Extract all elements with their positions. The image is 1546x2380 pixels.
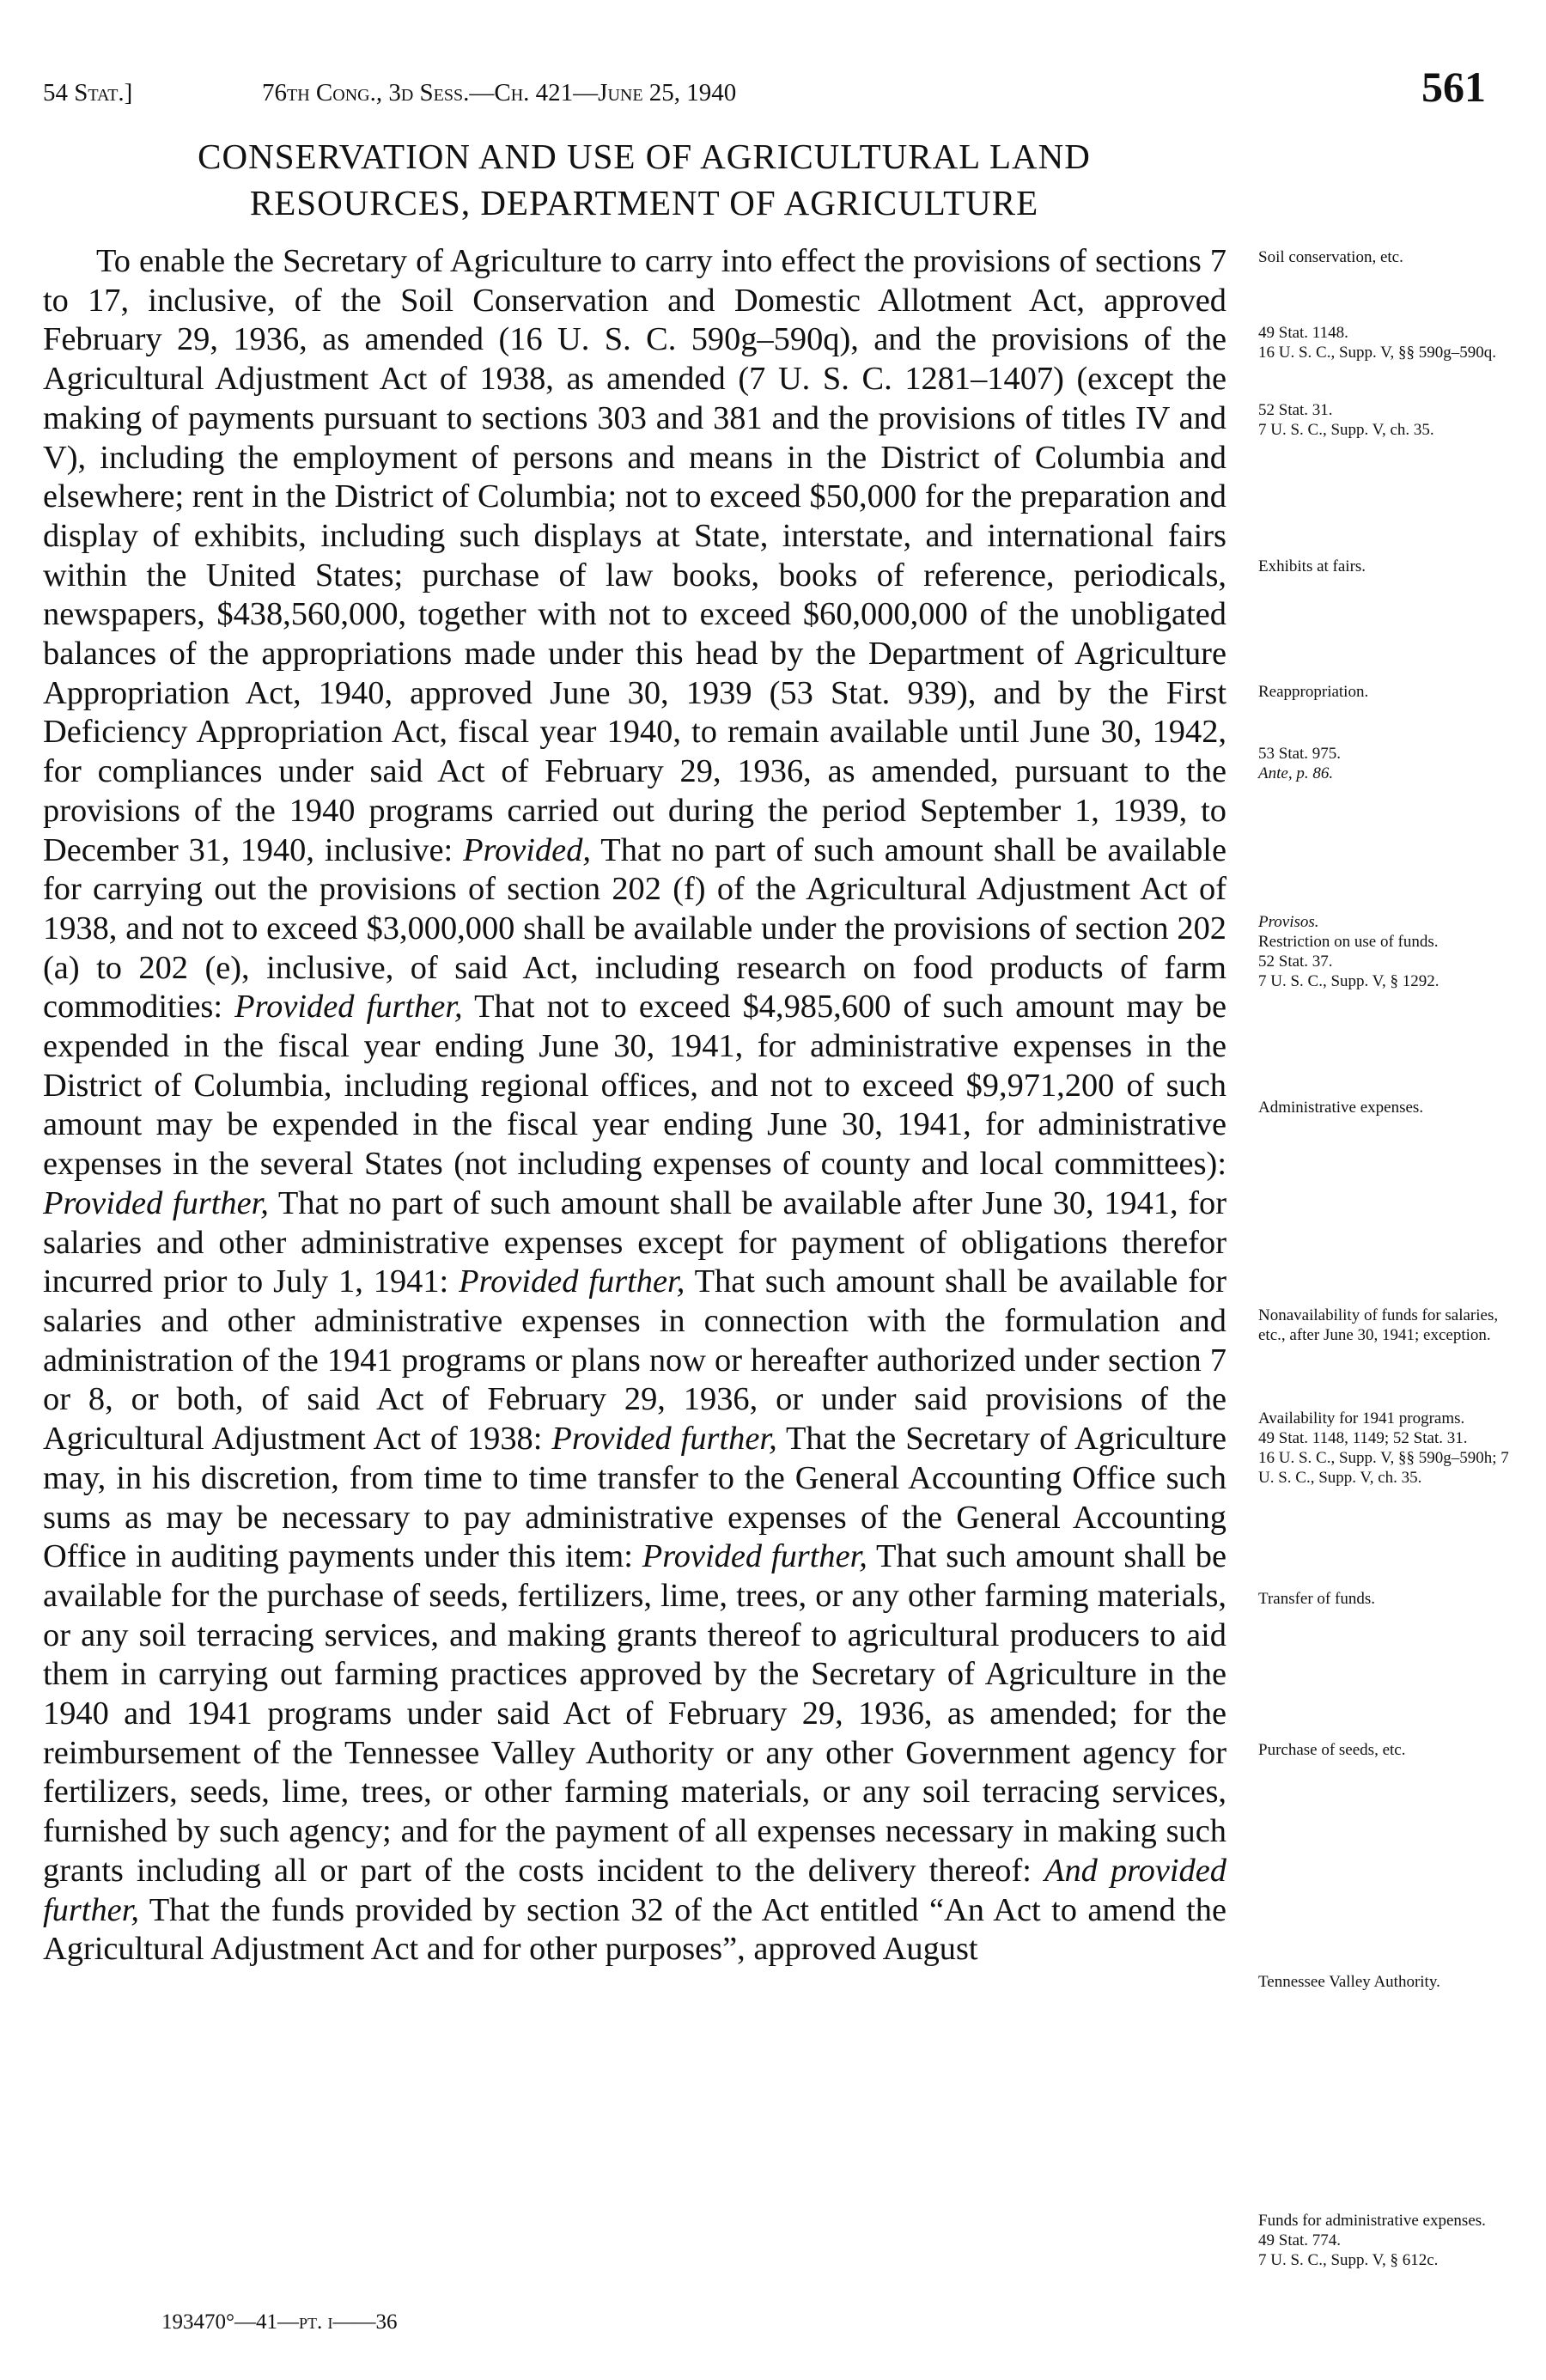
margin-note-citation-2: 52 Stat. 31. 7 U. S. C., Supp. V, ch. 35. — [1258, 401, 1434, 439]
body-paragraph — [43, 242, 1226, 1969]
text-segment-8: That the funds provided by section 32 of the Act entitled “An Act to amend the Agricultural Adjustment Act and for other purposes”, approved August — [43, 1891, 1226, 1968]
text-segment-6: That the Secretary of Agriculture may, in his discretion, from time to time transfer to the General Accounting Office such sums as may be necessary to pay administrative expenses of the General Accounting Office in auditing payments under this item: — [43, 1421, 1226, 1575]
text-segment-1: To enable the Secretary of Agriculture to carry into effect the provisions of sections 7 to 17, inclusive, of the Soil Conservation and Domestic Allotment Act, approved February 29, 1936, as amended (16 U. S. C. 590g–590q), and the provisions of the Agricultural Adjustment Act of 1938, as amended (7 U. S. C. 1281–1407) (except the making of payments pursuant to sections 303 and 381 and the provisions of titles IV and V), including the employment of persons and means in the District of Columbia and elsewhere; rent in the District of Columbia; not to exceed $50,000 for the preparation and display of exhibits, including such displays at State, interstate, and international fairs within the United States; purchase of law books, books of reference, periodicals, newspapers, $438,560,000, together with not to exceed $60,000,000 of the unobligated balances of the appropriations made under this head by the Department of Agriculture Appropriation Act, 1940, approved June 30, 1939 (53 Stat. 939), and by the First Deficiency Appropriation Act, fiscal year 1940, to remain available until June 30, 1942, for compliances under said Act of February 29, 1936, as amended, pursuant to the provisions of the 1940 programs carried out during the period September 1, 1939, to December 31, 1940, inclusive: — [43, 243, 1226, 868]
proviso-5: Provided further, — [551, 1421, 777, 1458]
proviso-6: Provided further, — [642, 1538, 867, 1575]
margin-note-soil-conservation: Soil conservation, etc. — [1258, 248, 1403, 266]
text-segment-7: That such amount shall be available for the purchase of seeds, fertilizers, lime, trees, or any other farming materials, or any soil terracing services, and making grants thereof to agricultural producers to aid them in carrying out farming practices approved by the Secretary of Agriculture in the 1940 and 1941 programs under said Act of February 29, 1936, as amended; for the reimbursement of the Tennessee Valley Authority or any other Government agency for fertilizers, seeds, lime, trees, or other farming materials, or any soil terracing services, furnished by such agency; and for the payment of all expenses necessary in making such grants including all or part of the costs incident to the delivery thereof: — [43, 1538, 1226, 1889]
proviso-1: Provided, — [463, 831, 592, 868]
margin-note-funds-admin: Funds for administrative expenses. 49 Stat. 774. 7 U. S. C., Supp. V, § 612c. — [1258, 2212, 1486, 2269]
volume-reference: 54 Stat.] — [43, 79, 133, 107]
margin-note-purchase-of-seeds: Purchase of seeds, etc. — [1258, 1741, 1406, 1759]
margin-note-availability-1941: Availability for 1941 programs. 49 Stat. 1148, 1149; 52 Stat. 31. 16 U. S. C., Supp. V, §§ 590g–590h; 7 U. S. C., Supp. V, ch. 35. — [1258, 1409, 1509, 1487]
session-line: 76th Cong., 3d Sess.—Ch. 421—June 25, 1940 — [262, 79, 737, 107]
page-number: 561 — [1421, 63, 1486, 111]
text-segment-5: That such amount shall be available for salaries and other administrative expenses in connection with the formulation and administration of the 1941 programs or plans now or hereafter authorized under section 7 or 8, or both, of said Act of February 29, 1936, or under said provisions of the Agricultural Adjustment Act of 1938: — [43, 1263, 1226, 1458]
margin-note-exhibits: Exhibits at fairs. — [1258, 557, 1366, 575]
proviso-2: Provided further, — [234, 989, 463, 1026]
margin-note-administrative-expenses: Administrative expenses. — [1258, 1099, 1424, 1117]
text-segment-4: That no part of such amount shall be available after June 30, 1941, for salaries and other administrative expenses except for payment of obligations therefor incurred prior to July 1, 1941: — [43, 1184, 1226, 1300]
print-code-footer: 193470°—41—pt. i——36 — [161, 2310, 398, 2334]
title-line-2: RESOURCES, DEPARTMENT OF AGRICULTURE — [249, 183, 1039, 222]
margin-note-reappropriation: Reappropriation. — [1258, 683, 1369, 701]
proviso-3: Provided further, — [43, 1184, 269, 1221]
section-title — [34, 133, 1254, 226]
margin-note-citation-3: 53 Stat. 975. Ante, p. 86. — [1258, 745, 1342, 782]
margin-note-transfer-of-funds: Transfer of funds. — [1258, 1590, 1375, 1608]
margin-note-citation-1: 49 Stat. 1148. 16 U. S. C., Supp. V, §§ 590g–590q. — [1258, 324, 1496, 362]
proviso-4: Provided further, — [459, 1263, 685, 1300]
proviso-7: And provided further, — [43, 1852, 1226, 1928]
margin-note-nonavailability: Nonavailability of funds for salaries, etc., after June 30, 1941; exception. — [1258, 1306, 1499, 1344]
margin-note-provisos: Provisos. Restriction on use of funds. 52 Stat. 37. 7 U. S. C., Supp. V, § 1292. — [1258, 913, 1439, 990]
text-segment-2: That no part of such amount shall be available for carrying out the provisions of section 202 (f) of the Agricultural Adjustment Act of 1938, and not to exceed $3,000,000 shall be available under the provisions of section 202 (a) to 202 (e), inclusive, of said Act, including research on food products of farm commodities: — [43, 831, 1226, 1026]
margin-note-tva: Tennessee Valley Authority. — [1258, 1973, 1440, 1991]
text-segment-3: That not to exceed $4,985,600 of such amount may be expended in the fiscal year ending June 30, 1941, for administrative expenses in the District of Columbia, including regional offices, and not to exceed $9,971,200 of such amount may be expended in the fiscal year ending June 30, 1941, for administrative expenses in the several States (not including expenses of county and local committees): — [43, 989, 1226, 1183]
page-header — [43, 62, 1486, 122]
title-line-1: CONSERVATION AND USE OF AGRICULTURAL LAND — [198, 137, 1091, 176]
